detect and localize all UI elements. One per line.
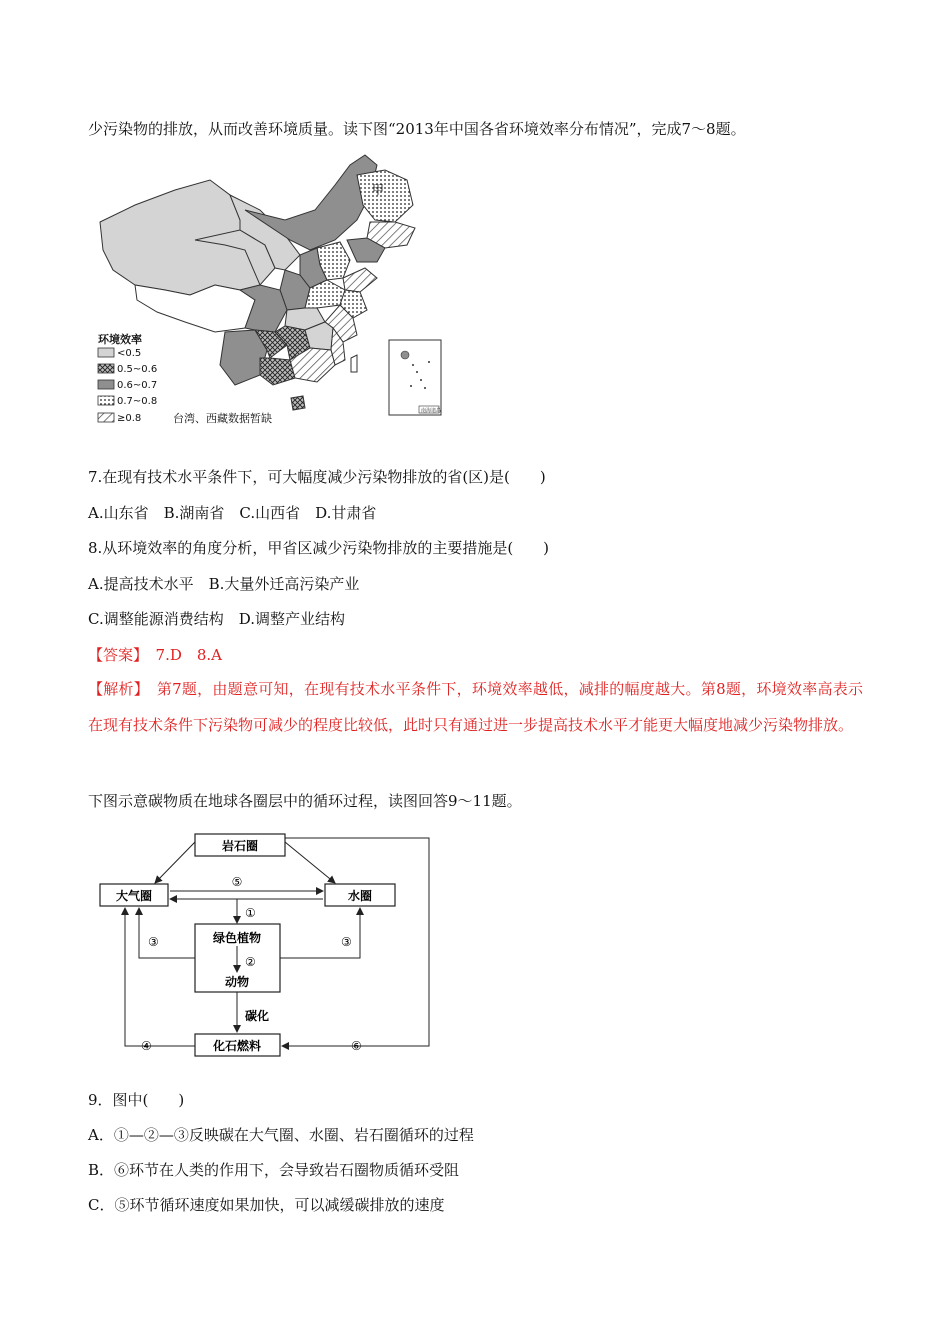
region-jia xyxy=(357,170,413,222)
legend-item-3: 0.6~0.7 xyxy=(117,380,158,391)
q8-stem: 8.从环境效率的角度分析，甲省区减少污染物排放的主要措施是( ) xyxy=(88,539,550,557)
inset-label: 南海诸岛 xyxy=(421,408,442,414)
carbon-cycle-svg xyxy=(95,828,440,1063)
label-atmosphere: 大气圈 xyxy=(115,889,153,903)
china-map-figure xyxy=(95,150,445,432)
diagram-intro: 下图示意碳物质在地球各圈层中的循环过程，读图回答9～11题。 xyxy=(88,792,522,810)
region-shandong xyxy=(343,268,377,292)
legend-item-2: 0.5~0.6 xyxy=(117,364,158,375)
label-animals: 动物 xyxy=(224,975,250,989)
label-n5: ⑤ xyxy=(231,875,243,889)
label-n3-right: ③ xyxy=(341,935,352,949)
map-note: 台湾、西藏数据暂缺 xyxy=(173,412,272,425)
label-n6: ⑥ xyxy=(351,1039,362,1053)
analysis-text: 第7题，由题意可知，在现有技术水平条件下，环境效率越低，减排的幅度越大。第8题，环境效率高表示在现有技术条件下污染物可减少的程度比较低，此时只有通过进一步提高技术水平才能更大幅度地减少污染物排放。 xyxy=(88,680,863,734)
label-fossil-fuel: 化石燃料 xyxy=(212,1039,262,1053)
region-guangxi xyxy=(260,358,295,385)
analysis-label: 【解析】 xyxy=(88,680,142,698)
label-carbonization: 碳化 xyxy=(245,1009,270,1023)
label-lithosphere: 岩石圈 xyxy=(221,839,259,853)
q9-option-b: B．⑥环节在人类的作用下，会导致岩石圈物质循环受阻 xyxy=(88,1161,460,1179)
label-n2: ② xyxy=(245,955,256,969)
region-taiwan xyxy=(351,355,357,372)
q7-stem: 7.在现有技术水平条件下，可大幅度减少污染物排放的省(区)是( ) xyxy=(88,468,546,486)
legend-item-5: ≥0.8 xyxy=(117,413,142,424)
q9-option-c: C．⑤环节循环速度如果加快，可以减缓碳排放的速度 xyxy=(88,1196,445,1214)
intro-text: 少污染物的排放，从而改善环境质量。读下图“2013年中国各省环境效率分布情况”，完成7～8题。 xyxy=(88,120,746,138)
carbon-cycle-diagram xyxy=(95,828,440,1063)
label-n3-left: ③ xyxy=(148,935,159,949)
province-label-jia: 甲 xyxy=(372,183,385,197)
q7-options: A.山东省 B.湖南省 C.山西省 D.甘肃省 xyxy=(88,504,377,522)
legend-item-1: <0.5 xyxy=(117,348,142,359)
q8-options-2: C.调整能源消费结构 D.调整产业结构 xyxy=(88,610,345,628)
answer-line xyxy=(88,644,222,666)
q8-options-1: A.提高技术水平 B.大量外迁高污染产业 xyxy=(88,575,360,593)
label-n1: ① xyxy=(245,906,256,920)
legend-title: 环境效率 xyxy=(98,333,142,346)
legend-item-4: 0.7~0.8 xyxy=(117,396,158,407)
label-hydrosphere: 水圈 xyxy=(347,889,373,903)
label-n4: ④ xyxy=(141,1039,152,1053)
label-plants: 绿色植物 xyxy=(212,931,262,945)
region-hainan xyxy=(291,396,305,410)
analysis-block xyxy=(88,671,863,743)
china-map xyxy=(95,150,445,432)
answer-text: 7.D 8.A xyxy=(155,646,223,664)
q9-option-a: A．①—②—③反映碳在大气圈、水圈、岩石圈循环的过程 xyxy=(88,1126,474,1144)
answer-label: 【答案】 xyxy=(88,646,141,664)
q9-stem: 9．图中( ) xyxy=(88,1091,185,1109)
south-sea-inset xyxy=(389,340,441,415)
